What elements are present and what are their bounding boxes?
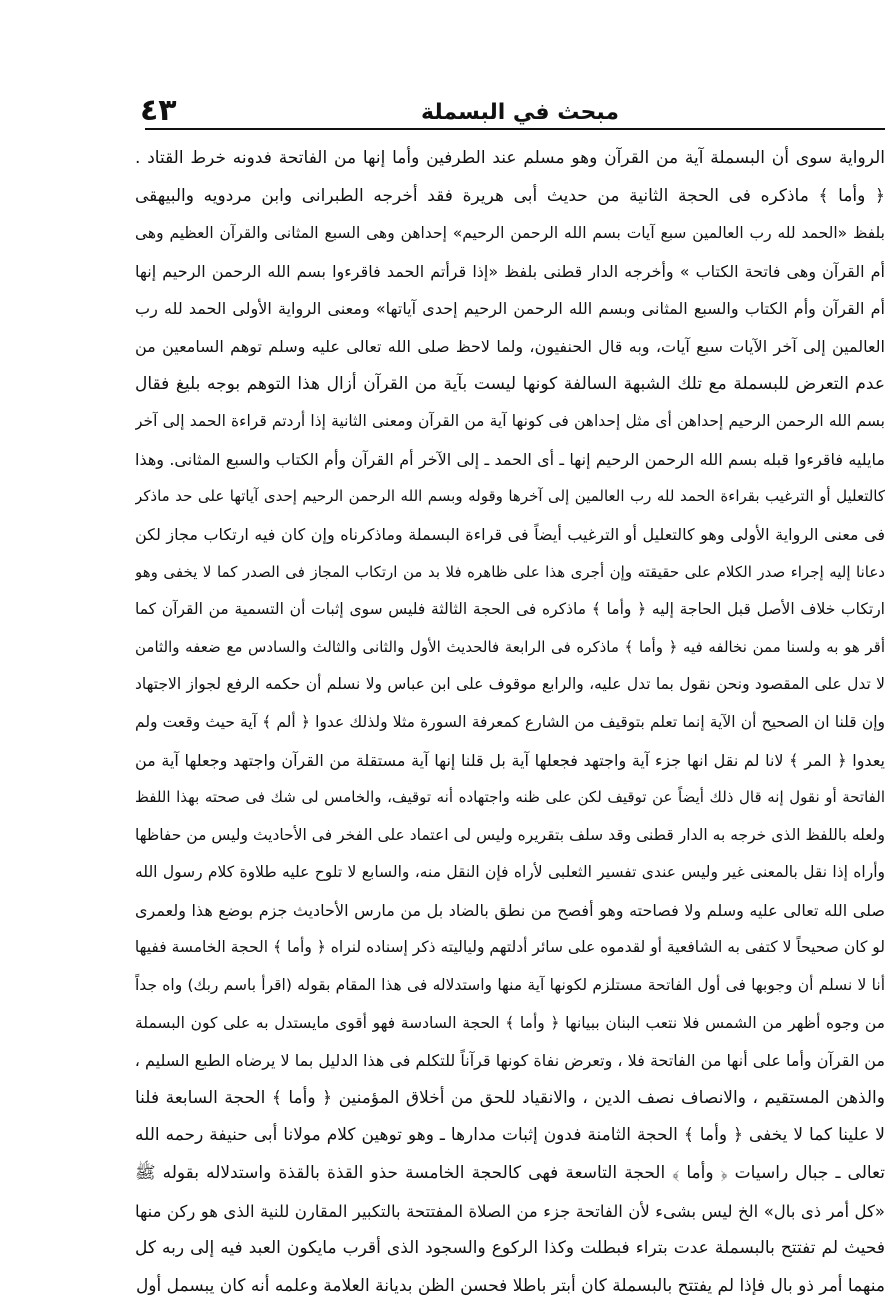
text-line: مايليه فاقرءوا قبله بسم الله الرحمن الرحيم إنها ـ أى الحمد ـ إلى الآخر أم القرآن وأم الكتاب والسبع المثانى. وهذا xyxy=(135,449,885,469)
text-line: دعانا إليه إجراء صدر الكلام على حقيقته وإن أجرى هذا على ظاهره فلا بد من ارتكاب المجاز فى الصدر كما لا يخفى وهو xyxy=(135,562,885,581)
text-line: من القرآن وأما على أنها من الفاتحة فلا ، وتعرض نفاة كونها قرآناً للتكلم فى هذا الدليل بما لا يرضاه الطبع السليم ، xyxy=(135,1051,885,1071)
text-line: يعدوا ﴿ المر ﴾ لانا لم نقل انها جزء آية واجتهد فجعلها آية بل قلنا إنها آية مستقلة من القرآن واجتهد وجعلها آية من xyxy=(135,750,885,770)
text-line: منهما أمر ذو بال فإذا لم يفتتح بالبسملة كان أبتر باطلا فحسن الظن بديانة العلامة وعلمه أنه كان يبسمل أول xyxy=(135,1275,885,1296)
text-line: عدم التعرض للبسملة مع تلك الشبهة السالفة كونها ليست بآية من القرآن أزال هذا التوهم بوجه بليغ فقال xyxy=(135,373,885,394)
text-line: كالتعليل أو الترغيب بقراءة الحمد لله رب العالمين إلى آخرها وقوله وبسم الله الرحمن الرحيم إحدى آياتها على حد ماذكر xyxy=(135,487,885,506)
text-line: ولعله باللفظ الذى خرجه به الدار قطنى وقد سلف بتقريره وليس لى اعتماد على الفخر فى الأحاديث وليس من حفاظها xyxy=(135,825,885,844)
text-line: أم القرآن وهى فاتحة الكتاب » وأخرجه الدار قطنى بلفظ «إذا قرأتم الحمد فاقرءوا بسم الله الرحمن الرحيم إنها xyxy=(135,261,885,281)
text-line: ﴿ وأما ﴾ ماذكره فى الحجة الثانية من حديث أبى هريرة فقد أخرجه الطبرانى وابن مردويه والبيهقى xyxy=(135,185,885,206)
text-line: فى معنى الرواية الأولى وهو كالتعليل أو الترغيب أيضاً فى قراءة البسملة وماذكرناه وإن كان فيه ارتكاب مجاز لكن xyxy=(135,524,885,544)
text-line: وإن قلنا ان الصحيح أن الآية إنما تعلم بتوقيف من الشارع كمعرفة السورة مثلا ولذلك عدوا ﴿ ألم ﴾ آية حيث وقعت ولم xyxy=(135,712,885,731)
text-line: أم القرآن وأم الكتاب والسبع المثانى وبسم الله الرحمن الرحيم إحدى آياتها» ومعنى الرواية الأولى الحمد لله رب xyxy=(135,299,885,319)
text-line: «كل أمر ذى بال» الخ ليس بشىء لأن الفاتحة جزء من الصلاة المفتتحة بالتكبير المقارن للنية الذى هو ركن منها xyxy=(135,1201,885,1221)
page-number: ٤٣ xyxy=(140,93,177,128)
text-line: الرواية سوى أن البسملة آية من القرآن وهو مسلم عند الطرفين وأما إنها من الفاتحة فدونه خرط القتاد . xyxy=(135,148,885,168)
text-line: لا علينا كما لا يخفى ﴿ وأما ﴾ الحجة الثامنة فدون إثبات مدارها ـ وهو توهين كلام مولانا أبى حنيفة رحمه الله xyxy=(135,1125,885,1146)
header-rule xyxy=(145,128,885,130)
body-text xyxy=(135,140,885,1305)
text-line: الفاتحة أو نقول إنه قال ذلك أيضاً عن توقيف لكن على ظنه واجتهاده أنه توقيف، والخامس لى شك فى صحته بهذا اللفظ xyxy=(135,788,885,807)
text-line: من وجوه أظهر من الشمس فلا نتعب البنان ببيانها ﴿ وأما ﴾ الحجة السادسة فهو أقوى مايستدل به على كون البسملة xyxy=(135,1013,885,1032)
text-line: لا تدل على المقصود ونحن نقول بما تدل عليه، والرابع موقوف على ابن عباس ولا نسلم أن حكمه الرفع لجواز الاجتهاد xyxy=(135,675,885,694)
text-line: صلى الله تعالى عليه وسلم ولا فصاحته وهو أفصح من نطق بالضاد بل من مارس الأحاديث جزم بوضع هذا ولعمرى xyxy=(135,900,885,920)
text-line: لو كان صحيحاً لا كتفى به الشافعية أو لقدموه على سائر أدلتهم ولياليته ذكر إسناده لنراه ﴿ وأما ﴾ الحجة الخامسة ففيها xyxy=(135,938,885,957)
text-line: وأراه إذا نقل بالمعنى غير وليس عندى تفسير الثعلبى لأراه فإن النقل منه، والسابع لا تلوح عليه طلاوة كلام رسول الله xyxy=(135,863,885,882)
running-title: مبحث في البسملة xyxy=(421,100,619,125)
text-line: بلفظ «الحمد لله رب العالمين سبع آيات بسم الله الرحمن الرحيم» إحداهن وهى السبع المثانى والقرآن العظيم وهى xyxy=(135,224,885,243)
page-header xyxy=(120,95,885,127)
text-line: والذهن المستقيم ، والانصاف نصف الدين ، والانقياد للحق من أخلاق المؤمنين ﴿ وأما ﴾ الحجة السابعة فلنا xyxy=(135,1087,885,1108)
text-line: تعالى ـ جبال راسيات ﴿ وأما ﴾ الحجة التاسعة فهى كالحجة الخامسة حذو القذة بالقذة واستدلاله بقوله ﷺ xyxy=(135,1163,885,1184)
text-line: أنا لا نسلم أن وجوبها فى أول الفاتحة مستلزم لكونها آية منها واستدلاله فى هذا المقام بقوله (اقرأ باسم ربك) واه جداً xyxy=(135,976,885,995)
text-line: العالمين إلى آخر الآيات سبع آيات، وبه قال الحنفيون، ولما لاحظ صلى الله تعالى عليه وسلم توهم السامعين من xyxy=(135,336,885,356)
text-line: أقر هو به ولسنا ممن نخالفه فيه ﴿ وأما ﴾ ماذكره فى الرابعة فالحديث الأول والثانى والثالث والسادس مع ضعفه والثامن xyxy=(135,637,885,656)
text-line: بسم الله الرحمن الرحيم إحداهن أى مثل إحداهن فى كونها آية من القرآن ومعنى الثانية إذا أردتم قراءة الحمد إلى آخر xyxy=(135,412,885,431)
text-line: فحيث لم تفتتح بالبسملة عدت بتراء فبطلت وكذا الركوع والسجود الذى أقرب مايكون العبد فيه إلى ربه كل xyxy=(135,1238,885,1259)
text-line: ارتكاب خلاف الأصل قبل الحاجة إليه ﴿ وأما ﴾ ماذكره فى الحجة الثالثة فليس سوى إثبات أن التسمية من القرآن كما xyxy=(135,600,885,619)
